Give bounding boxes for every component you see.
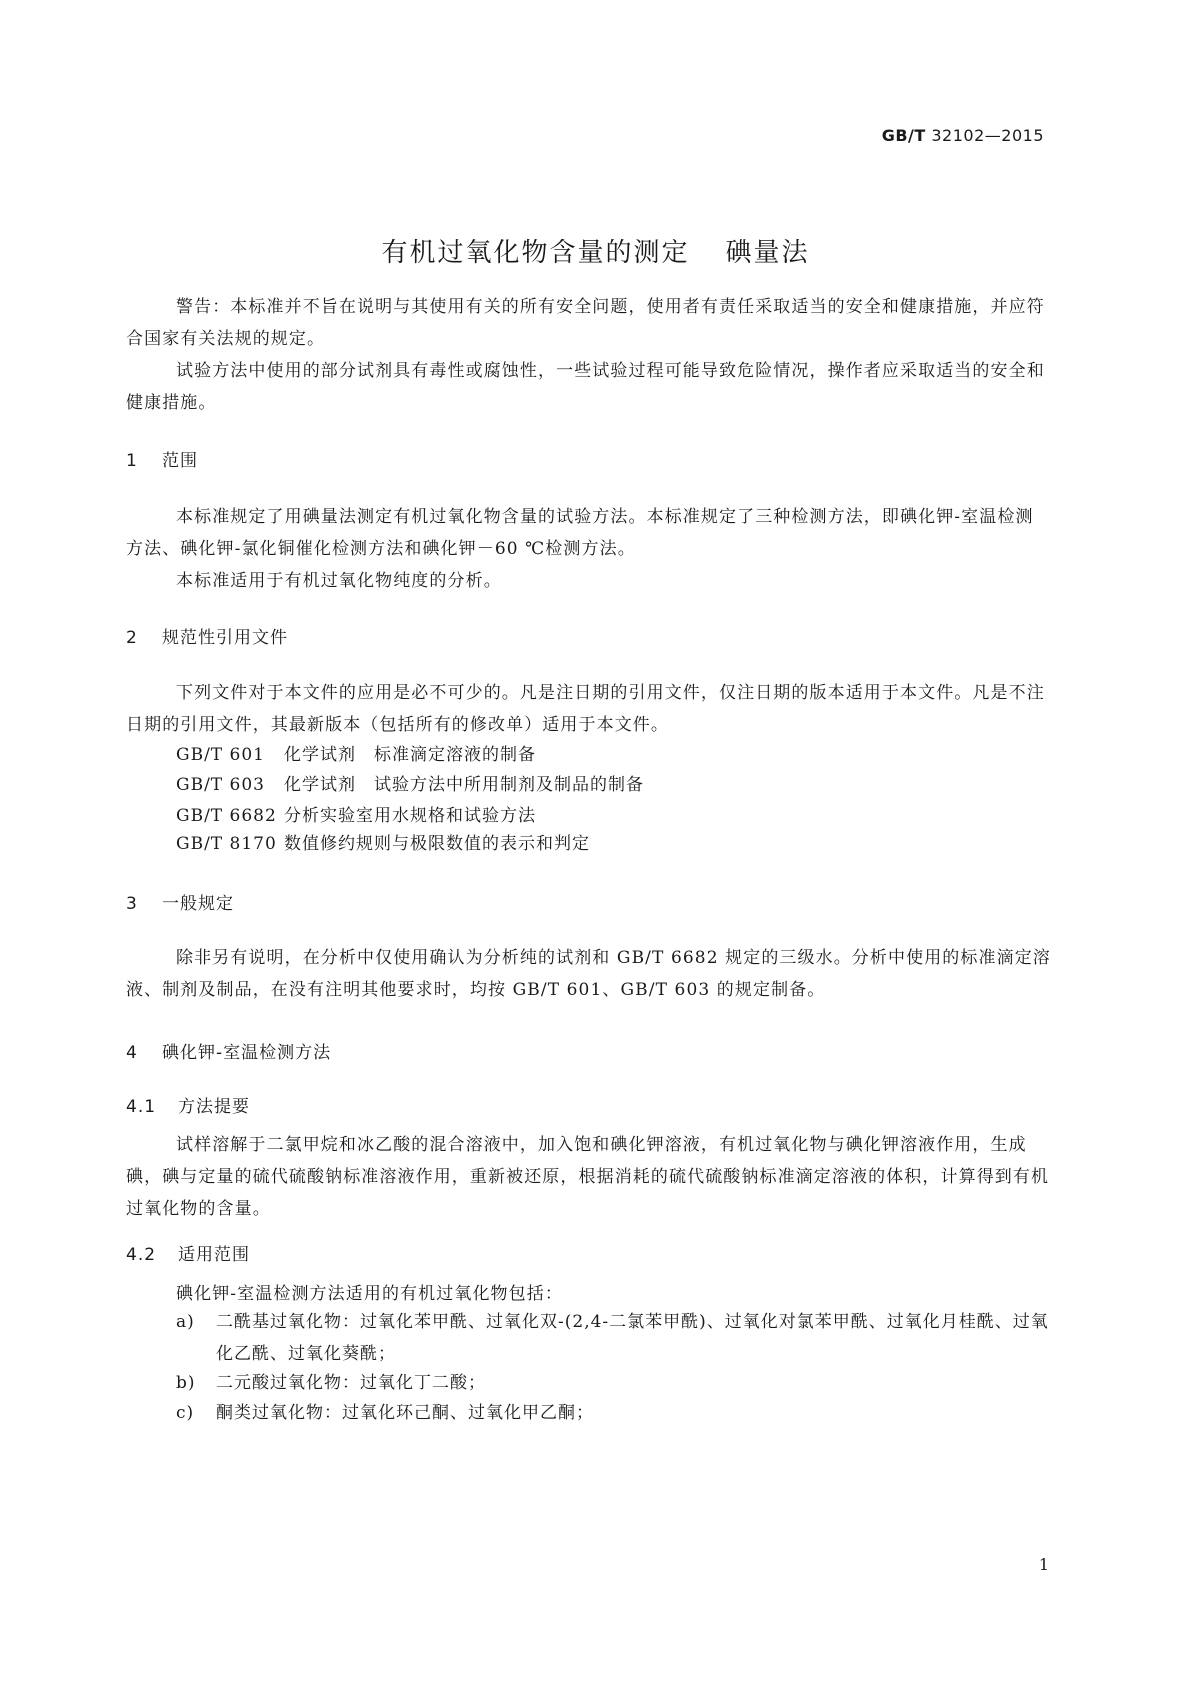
reference-title: 化学试剂 标准滴定溶液的制备 [284,745,536,765]
warning-paragraph-2: 试验方法中使用的部分试剂具有毒性或腐蚀性，一些试验过程可能导致危险情况，操作者应采取适当的安全和健康措施。 [126,361,1045,413]
list-item-text: 二元酸过氧化物：过氧化丁二酸； [216,1373,486,1393]
section-number: 4.2 [126,1245,157,1265]
standard-code [882,126,1044,145]
section-title: 方法提要 [178,1097,250,1117]
section-number: 4.1 [126,1097,157,1117]
section-title: 碘化钾-室温检测方法 [162,1043,332,1063]
section-4-1-heading [126,1092,250,1117]
list-item-text: 二酰基过氧化物：过氧化苯甲酰、过氧化双-(2,4-二氯苯甲酰)、过氧化对氯苯甲酰、过氧化月桂酰、过氧化乙酰、过氧化葵酰； [216,1312,1049,1364]
standard-prefix: GB/T [881,126,926,145]
reference-item [176,740,536,765]
paragraph: 下列文件对于本文件的应用是必不可少的。凡是注日期的引用文件，仅注日期的版本适用于本文件。凡是不注日期的引用文件，其最新版本（包括所有的修改单）适用于本文件。 [126,683,1045,735]
list-item [176,1367,1051,1399]
section-number: 4 [126,1043,138,1063]
reference-code: GB/T 601 [176,745,265,765]
list-item [176,1306,1051,1370]
list-item-text: 酮类过氧化物：过氧化环己酮、过氧化甲乙酮； [216,1403,594,1423]
reference-code: GB/T 6682 [176,806,277,826]
section-3-heading [126,889,234,914]
section-3-body [126,942,1051,1006]
section-2-heading [126,623,288,648]
reference-item [176,829,590,854]
reference-code: GB/T 8170 [176,834,277,854]
section-number: 3 [126,894,138,914]
list-item-label: b) [176,1373,196,1393]
section-title: 范围 [162,451,198,471]
list-item-label: a) [176,1312,195,1332]
list-item-label: c) [176,1403,195,1423]
reference-item [176,801,536,826]
section-1-heading [126,446,198,471]
reference-item [176,770,644,795]
standard-number: 32102—2015 [931,126,1044,145]
section-4-2-heading [126,1240,250,1265]
reference-title: 分析实验室用水规格和试验方法 [284,806,536,826]
title-main: 有机过氧化物含量的测定 [381,238,690,268]
paragraph: 除非另有说明，在分析中仅使用确认为分析纯的试剂和 GB/T 6682 规定的三级水。分析中使用的标准滴定溶液、制剂及制品，在没有注明其他要求时，均按 GB/T 601、GB/T 603 的规定制备。 [126,948,1051,1000]
reference-title: 数值修约规则与极限数值的表示和判定 [284,834,590,854]
paragraph: 碘化钾-室温检测方法适用的有机过氧化物包括： [176,1284,563,1304]
section-1-body [126,501,1051,597]
paragraph: 本标准规定了用碘量法测定有机过氧化物含量的试验方法。本标准规定了三种检测方法，即碘化钾-室温检测方法、碘化钾-氯化铜催化检测方法和碘化钾－60 ℃检测方法。 [126,507,1034,559]
document-title [0,232,1191,269]
paragraph: 试样溶解于二氯甲烷和冰乙酸的混合溶液中，加入饱和碘化钾溶液，有机过氧化物与碘化钾溶液作用，生成碘，碘与定量的硫代硫酸钠标准溶液作用，重新被还原，根据消耗的硫代硫酸钠标准滴定溶液的体积，计算得到有机过氧化物的含量。 [126,1135,1050,1219]
section-title: 规范性引用文件 [162,628,288,648]
warning-paragraph-1: 警告：本标准并不旨在说明与其使用有关的所有安全问题，使用者有责任采取适当的安全和健康措施，并应符合国家有关法规的规定。 [126,297,1045,349]
list-item [176,1397,1051,1429]
reference-title: 化学试剂 试验方法中所用制剂及制品的制备 [284,775,644,795]
warning-block [126,291,1051,419]
section-4-1-body [126,1129,1051,1225]
section-2-body [126,677,1051,741]
paragraph: 本标准适用于有机过氧化物纯度的分析。 [176,571,502,591]
section-title: 适用范围 [178,1245,250,1265]
section-4-heading [126,1038,331,1063]
section-number: 2 [126,628,138,648]
title-method: 碘量法 [725,238,810,268]
section-title: 一般规定 [162,894,234,914]
section-number: 1 [126,451,138,471]
page-number: 1 [1038,1555,1049,1574]
reference-code: GB/T 603 [176,775,265,795]
